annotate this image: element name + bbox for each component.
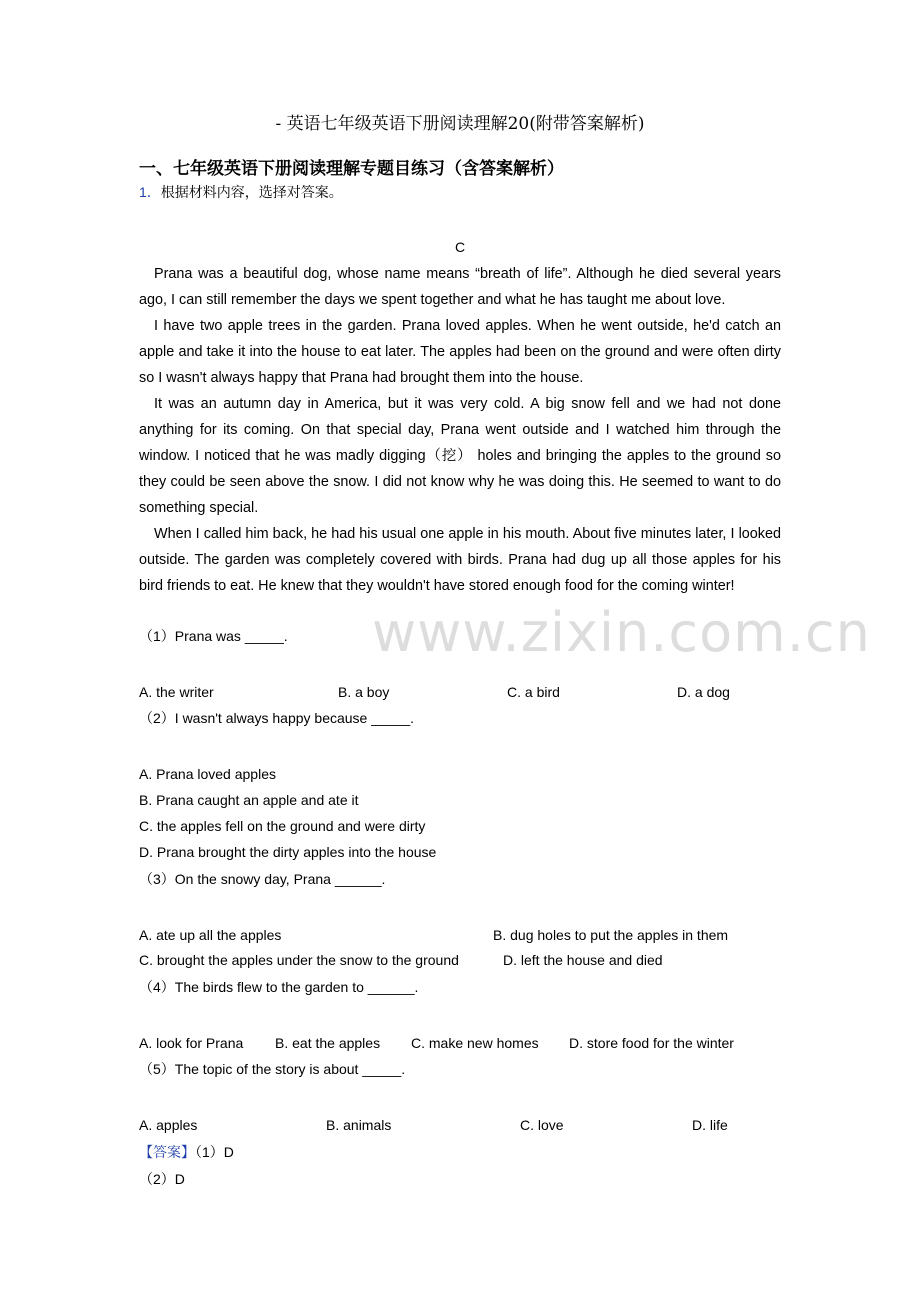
- sub-question-4-option-d: D. store food for the winter: [569, 1035, 734, 1051]
- sub-question-1-stem: （1）Prana was _____.: [139, 628, 288, 644]
- sub-question-1-option-d: D. a dog: [677, 684, 730, 700]
- sub-question-2-option-c: C. the apples fell on the ground and were dirty: [139, 818, 426, 834]
- answer-value: （1）D: [195, 1144, 234, 1160]
- sub-question-3-option-c: C. brought the apples under the snow to the ground: [139, 952, 459, 968]
- watermark: www.zixin.com.cn: [372, 601, 871, 664]
- passage-label: C: [454, 239, 466, 255]
- sub-question-5-option-d: D. life: [692, 1117, 728, 1133]
- sub-question-4-option-b: B. eat the apples: [275, 1035, 381, 1051]
- reading-passage: [139, 261, 781, 599]
- sub-question-5-option-a: A. apples: [139, 1117, 198, 1133]
- sub-question-2-option-d: D. Prana brought the dirty apples into the house: [139, 844, 437, 860]
- question-instruction: 根据材料内容，选择对答案。: [160, 184, 343, 200]
- sub-question-4-option-a: A. look for Prana: [139, 1035, 244, 1051]
- sub-question-1-option-a: A. the writer: [139, 684, 214, 700]
- sub-question-5-option-b: B. animals: [326, 1117, 392, 1133]
- sub-question-4-option-c: C. make new homes: [411, 1035, 539, 1051]
- question-number: 1．: [139, 184, 161, 200]
- question-intro: [139, 182, 343, 202]
- answer-line-2: （2）D: [139, 1171, 185, 1187]
- sub-question-5-stem: （5）The topic of the story is about _____.: [139, 1061, 406, 1077]
- sub-question-4-stem: （4）The birds flew to the garden to ______.: [139, 979, 419, 995]
- sub-question-3-option-d: D. left the house and died: [503, 952, 663, 968]
- passage-paragraph: When I called him back, he had his usual one apple in his mouth. About five minutes later, I looked outside. The garden was completely covered with birds. Prana had dug up all those apples for his bird friends to eat. He knew that they wouldn't have stored enough food for the coming winter!: [139, 526, 781, 594]
- passage-paragraph: I have two apple trees in the garden. Prana loved apples. When he went outside, he'd catch an apple and take it into the house to eat later. The apples had been on the ground and were often dirty so I wasn't always happy that Prana had brought them into the house.: [139, 318, 781, 386]
- sub-question-2-option-a: A. Prana loved apples: [139, 766, 276, 782]
- section-heading: 一、七年级英语下册阅读理解专题目练习（含答案解析）: [139, 159, 564, 179]
- document-title: - 英语七年级英语下册阅读理解20(附带答案解析): [275, 114, 645, 134]
- answer-tag: 【答案】: [139, 1144, 195, 1160]
- passage-paragraph: It was an autumn day in America, but it was very cold. A big snow fell and we had not done anything for its coming. On that special day, Prana went outside and I watched him through the window. I noticed that he was madly digging（挖） holes and bringing the apples to the ground so they could be seen above the snow. I did not know why he was doing this. He seemed to want to do something special.: [139, 396, 781, 516]
- passage-paragraph: Prana was a beautiful dog, whose name means “breath of life”. Although he died several years ago, I can still remember the days we spent together and what he has taught me about love.: [139, 266, 781, 308]
- answer-line-1: [139, 1142, 234, 1162]
- sub-question-3-stem: （3）On the snowy day, Prana ______.: [139, 871, 386, 887]
- sub-question-2-option-b: B. Prana caught an apple and ate it: [139, 792, 359, 808]
- sub-question-5-option-c: C. love: [520, 1117, 564, 1133]
- sub-question-3-option-a: A. ate up all the apples: [139, 927, 282, 943]
- sub-question-1-option-b: B. a boy: [338, 684, 390, 700]
- sub-question-3-option-b: B. dug holes to put the apples in them: [493, 927, 729, 943]
- sub-question-1-option-c: C. a bird: [507, 684, 560, 700]
- document-page: [139, 0, 781, 1302]
- sub-question-2-stem: （2）I wasn't always happy because _____.: [139, 710, 415, 726]
